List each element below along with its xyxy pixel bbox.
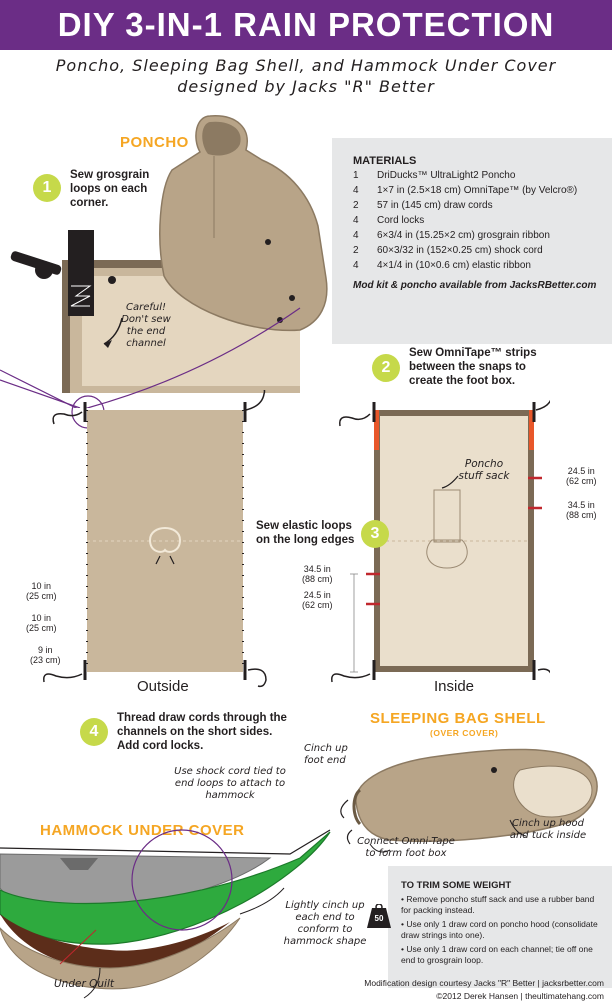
weight-icon-label: 50: [374, 914, 384, 923]
step-3-text: Sew elastic loops on the long edges: [256, 520, 355, 546]
subtitle-line-1: Poncho, Sleeping Bag Shell, and Hammock Under Cover: [55, 56, 557, 75]
step-1-badge: 1: [33, 174, 61, 202]
under-quilt-label: Under Quilt: [54, 978, 114, 990]
trim-item: • Remove poncho stuff sack and use a rubber band for packing instead.: [401, 894, 595, 915]
credit-line-2: ©2012 Derek Hansen | theultimatehang.com: [436, 991, 604, 1001]
cinch-hood-callout: Cinch up hood and tuck inside: [509, 818, 587, 841]
materials-list: [353, 168, 607, 273]
inside-left-measure-2: 24.5 in (62 cm): [302, 590, 333, 610]
step-4-text: Thread draw cords through the channels on the short sides. Add cord locks.: [117, 712, 287, 752]
poncho-garment: [160, 116, 327, 331]
inside-right-measure-2: 34.5 in (88 cm): [566, 500, 597, 520]
step-2-text: Sew OmniTape™ strips between the snaps to create the foot box.: [409, 347, 537, 387]
materials-item: 4 6×3/4 in (15.25×2 cm) grosgrain ribbon: [353, 230, 550, 241]
stuff-sack-label: Poncho stuff sack: [458, 458, 510, 482]
trim-weight-title: TO TRIM SOME WEIGHT: [401, 880, 512, 891]
outside-measure-3: 9 in (23 cm): [30, 645, 61, 665]
step-4-badge: 4: [80, 718, 108, 746]
page-title: DIY 3-IN-1 RAIN PROTECTION: [0, 0, 612, 50]
materials-item: 4 1×7 in (2.5×18 cm) OmniTape™ (by Velcro®): [353, 185, 578, 196]
trim-weight-list: [401, 894, 606, 965]
inside-label: Inside: [434, 678, 475, 695]
materials-item: 2 57 in (145 cm) draw cords: [353, 200, 493, 211]
cinch-foot-callout: Cinch up foot end: [304, 743, 348, 766]
step-1-text: Sew grosgrain loops on each corner.: [70, 169, 150, 209]
materials-item: 1 DriDucks™ UltraLight2 Poncho: [353, 170, 516, 181]
materials-item: 2 60×3/32 in (152×0.25 cm) shock cord: [353, 245, 543, 256]
poncho-illustration: [0, 108, 340, 408]
outside-measure-1: 10 in (25 cm): [26, 581, 57, 601]
materials-item: 4 Cord locks: [353, 215, 425, 226]
shock-cord-callout: Use shock cord tied to end loops to attach to hammock: [174, 766, 286, 801]
inside-right-measure-1: 24.5 in (62 cm): [566, 466, 597, 486]
connect-omni-callout: Connect Omni-Tape to form foot box: [357, 836, 455, 859]
outside-measure-2: 10 in (25 cm): [26, 613, 57, 633]
careful-callout: Careful! Don't sew the end channel: [121, 302, 171, 349]
trim-item: • Use only 1 draw cord on poncho hood (consolidate draw strings into one).: [401, 919, 598, 940]
inside-left-measure-1: 34.5 in (88 cm): [302, 564, 333, 584]
outside-label: Outside: [137, 678, 189, 695]
step-3-badge: 3: [361, 520, 389, 548]
materials-note: Mod kit & poncho available from JacksRBetter.com: [353, 280, 597, 291]
trim-item: • Use only 1 draw cord on each channel; tie off one end to grosgrain loop.: [401, 944, 593, 965]
outside-panel-drawing: [30, 390, 290, 690]
sleeping-bag-heading: SLEEPING BAG SHELL: [370, 710, 546, 727]
poncho-heading: PONCHO: [120, 134, 189, 151]
credit-line-1: Modification design courtesy Jacks "R" Better | jacksrbetter.com: [364, 978, 604, 988]
lightly-cinch-callout: Lightly cinch up each end to conform to hammock shape: [283, 900, 367, 947]
materials-title: MATERIALS: [353, 155, 417, 167]
sleeping-bag-subheading: (OVER COVER): [430, 728, 499, 738]
materials-item: 4 4×1/4 in (10×0.6 cm) elastic ribbon: [353, 260, 531, 271]
snap-dot: [108, 276, 116, 284]
grosgrain-loop: [68, 230, 94, 316]
hammock-heading: HAMMOCK UNDER COVER: [40, 822, 245, 839]
step-2-badge: 2: [372, 354, 400, 382]
subtitle-line-2: designed by Jacks "R" Better: [177, 77, 435, 96]
